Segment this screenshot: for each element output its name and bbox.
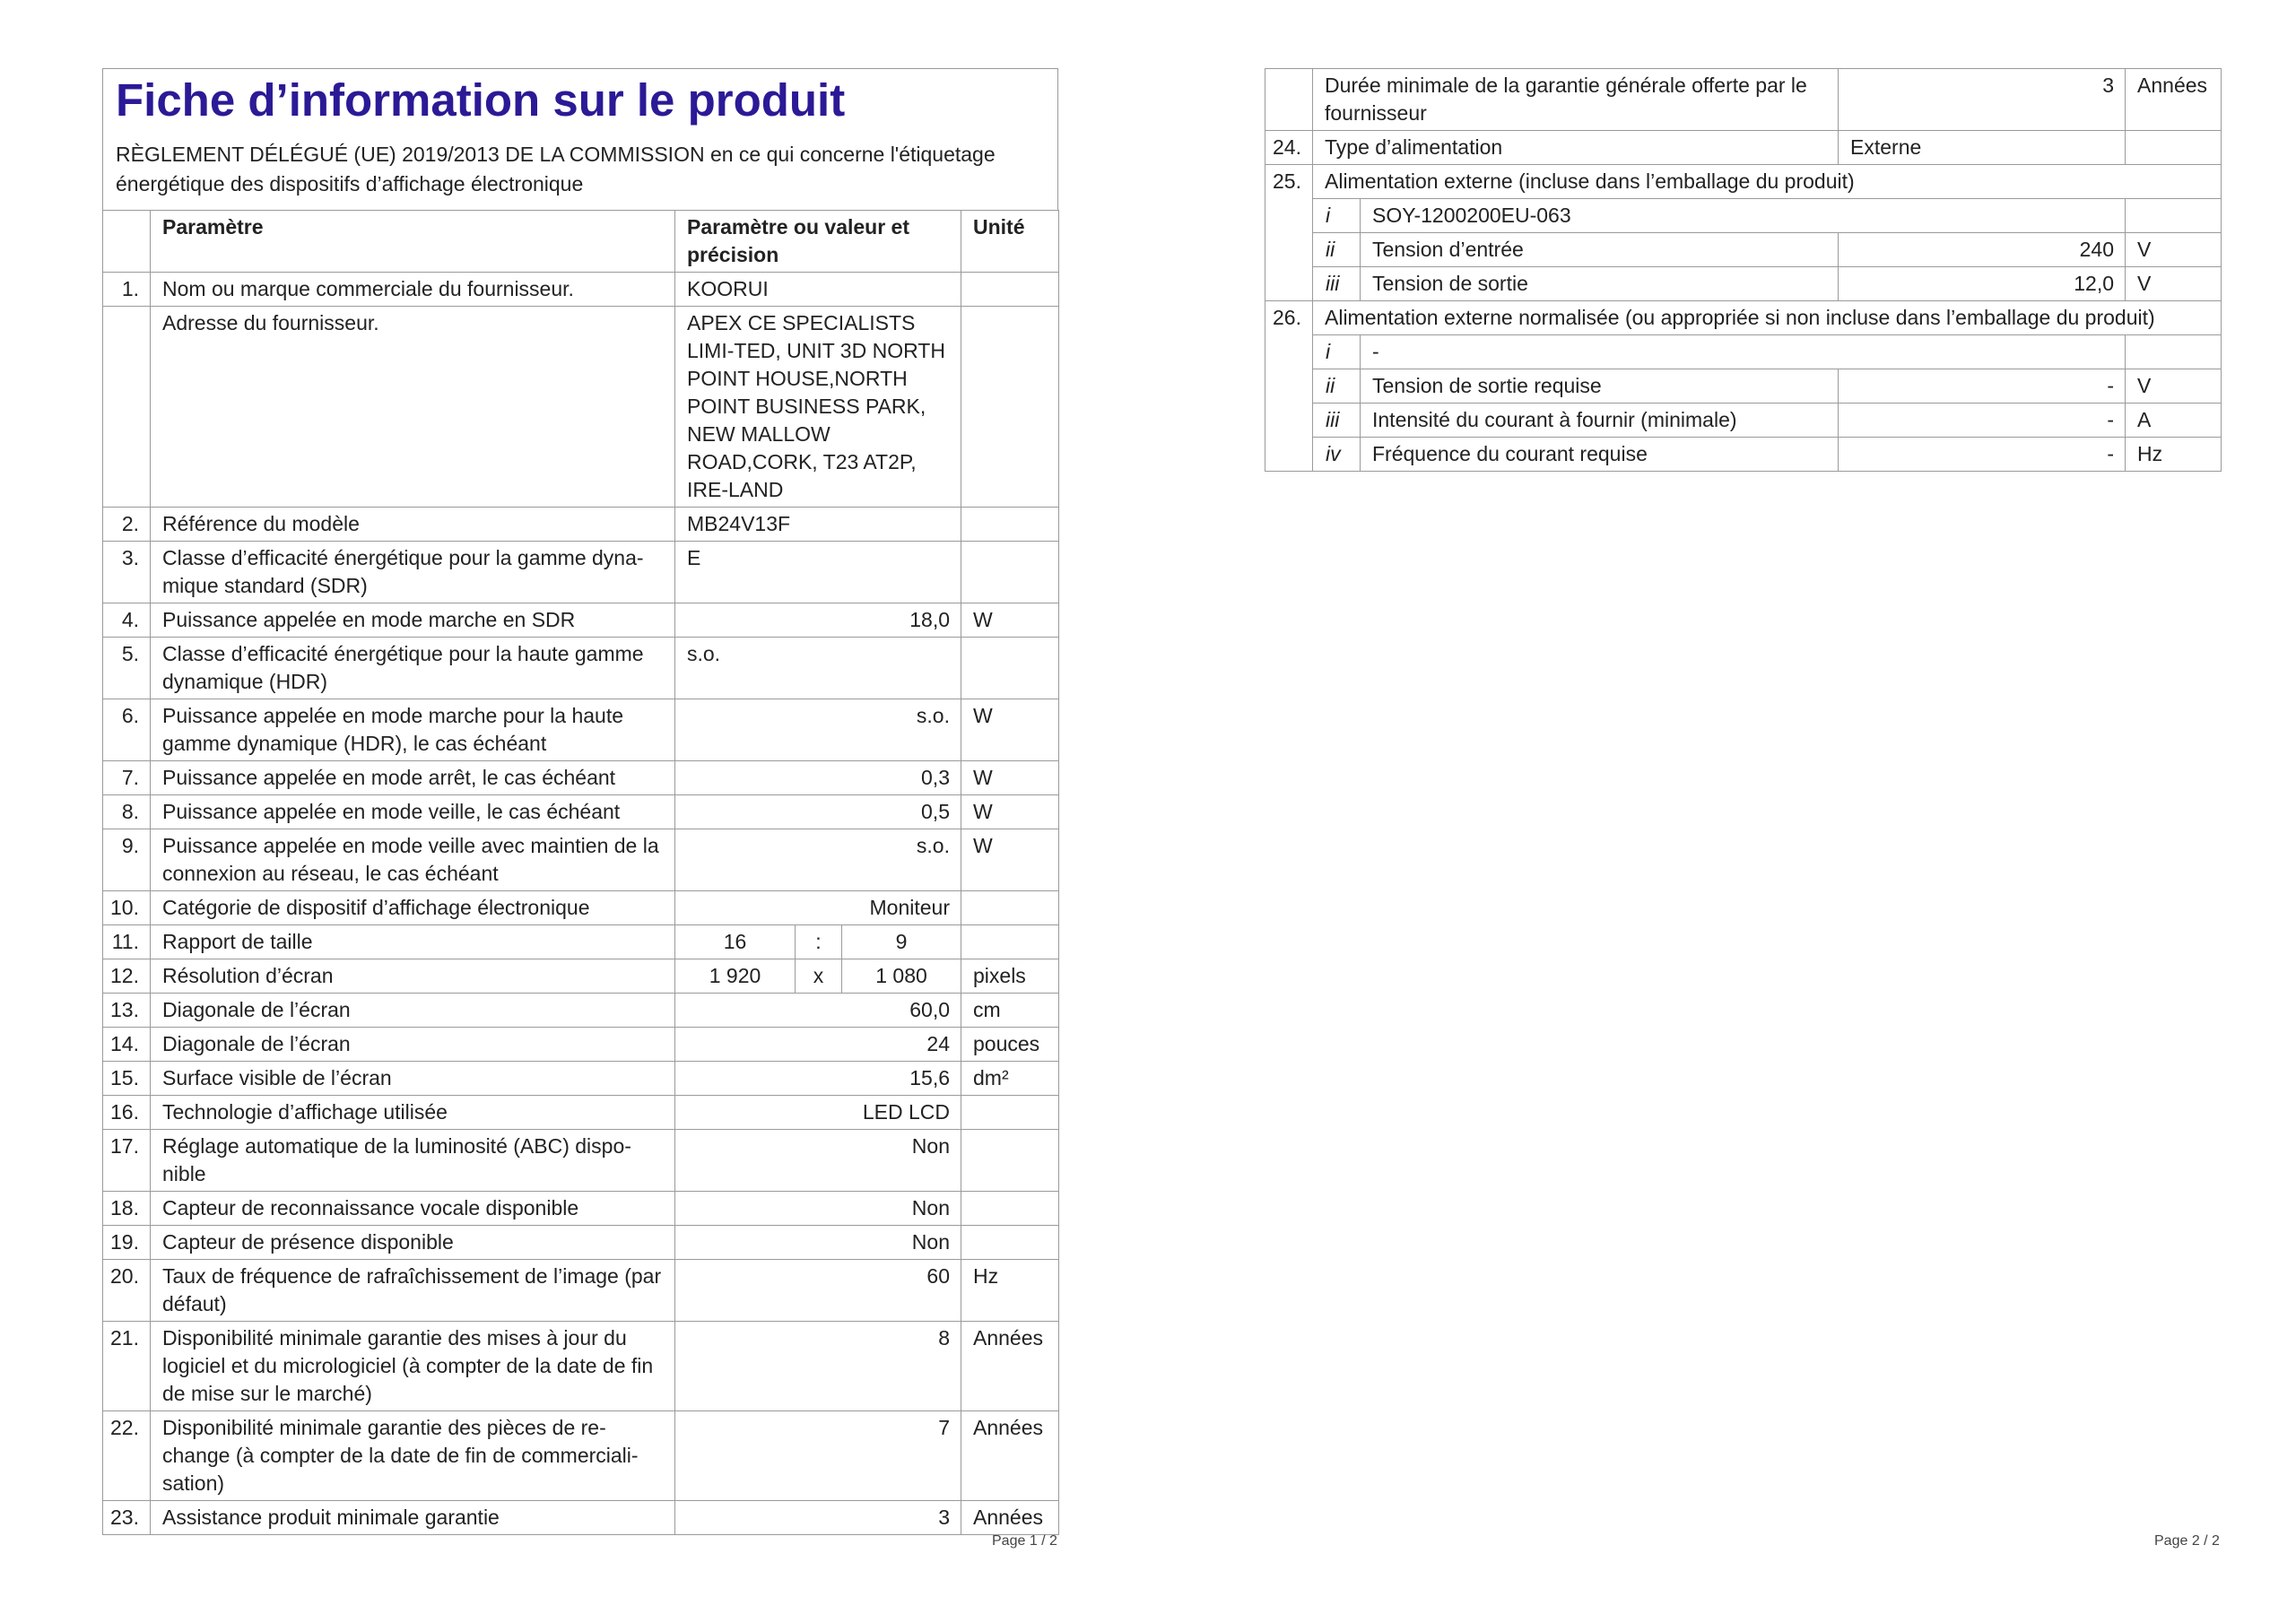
table-row <box>103 1321 1059 1410</box>
table-row <box>103 1410 1059 1500</box>
row-value: 8 <box>675 1321 961 1410</box>
section-label: Alimentation externe normalisée (ou appropriée si non incluse dans l’emballage du produit) <box>1313 301 2222 335</box>
row-value: 0,5 <box>675 794 961 829</box>
table-row <box>103 507 1059 541</box>
row-number: 22. <box>103 1410 151 1500</box>
row-unit <box>961 541 1059 603</box>
row-number: 21. <box>103 1321 151 1410</box>
row-unit: Années <box>2126 69 2222 131</box>
row-unit <box>961 924 1059 959</box>
table-row <box>1265 131 2222 165</box>
row-label: Technologie d’affichage utilisée <box>151 1095 675 1129</box>
table-subrow <box>1265 369 2222 404</box>
aspect-ratio-separator: : <box>796 924 842 959</box>
table-subrow <box>1265 404 2222 438</box>
row-value: 3 <box>1839 69 2126 131</box>
row-unit: V <box>2126 369 2222 404</box>
row-unit: V <box>2126 267 2222 301</box>
row-unit <box>961 1129 1059 1191</box>
row-label: Tension de sortie <box>1361 267 1839 301</box>
row-value: - <box>1839 369 2126 404</box>
row-value: 7 <box>675 1410 961 1500</box>
row-label: Tension d’entrée <box>1361 233 1839 267</box>
table-subrow <box>1265 233 2222 267</box>
table-row <box>103 1027 1059 1061</box>
table-row <box>103 272 1059 306</box>
row-number: 12. <box>103 959 151 993</box>
aspect-ratio-height: 9 <box>842 924 961 959</box>
subrow-index: i <box>1313 335 1361 369</box>
row-number: 17. <box>103 1129 151 1191</box>
row-value: 240 <box>1839 233 2126 267</box>
table-row <box>1265 69 2222 131</box>
row-label: Classe d’efficacité énergétique pour la gamme dyna-mique standard (SDR) <box>151 541 675 603</box>
row-number: 20. <box>103 1259 151 1321</box>
row-number: 15. <box>103 1061 151 1095</box>
subrow-index: iii <box>1313 404 1361 438</box>
row-label: Classe d’efficacité énergétique pour la haute gamme dynamique (HDR) <box>151 637 675 699</box>
row-number: 10. <box>103 890 151 924</box>
table-row <box>1265 301 2222 335</box>
row-unit <box>2126 199 2222 233</box>
row-unit <box>961 1225 1059 1259</box>
table-row <box>103 924 1059 959</box>
supplier-address: APEX CE SPECIALISTS LIMI-TED, UNIT 3D NORTH POINT HOUSE,NORTH POINT BUSINESS PARK, NEW MALLOW ROAD,CORK, T23 AT2P, IRE-LAND <box>675 306 961 507</box>
row-unit <box>961 507 1059 541</box>
table-header-row <box>103 210 1059 272</box>
row-value: MB24V13F <box>675 507 961 541</box>
row-label: Taux de fréquence de rafraîchissement de l’image (par défaut) <box>151 1259 675 1321</box>
row-label: Puissance appelée en mode marche pour la haute gamme dynamique (HDR), le cas échéant <box>151 699 675 760</box>
table-row <box>103 890 1059 924</box>
table-row <box>103 1500 1059 1534</box>
table-subrow <box>1265 199 2222 233</box>
row-value: 0,3 <box>675 760 961 794</box>
table-subrow <box>1265 267 2222 301</box>
row-value: 24 <box>675 1027 961 1061</box>
row-value: - <box>1839 404 2126 438</box>
row-unit: pouces <box>961 1027 1059 1061</box>
row-label: Diagonale de l’écran <box>151 993 675 1027</box>
row-label: Surface visible de l’écran <box>151 1061 675 1095</box>
row-number: 25. <box>1265 165 1313 301</box>
row-label: Durée minimale de la garantie générale offerte par le fournisseur <box>1313 69 1839 131</box>
row-unit: W <box>961 829 1059 890</box>
table-subrow <box>1265 335 2222 369</box>
table-row <box>103 1129 1059 1191</box>
table-row <box>103 699 1059 760</box>
table-subrow <box>1265 438 2222 472</box>
subrow-index: i <box>1313 199 1361 233</box>
row-value: s.o. <box>675 699 961 760</box>
row-value: 3 <box>675 1500 961 1534</box>
row-value: Non <box>675 1129 961 1191</box>
row-value: 18,0 <box>675 603 961 637</box>
row-unit: W <box>961 794 1059 829</box>
row-label: Intensité du courant à fournir (minimale) <box>1361 404 1839 438</box>
power-supply-model: SOY-1200200EU-063 <box>1361 199 2126 233</box>
column-header-value: Paramètre ou valeur et précision <box>675 210 961 272</box>
row-number: 5. <box>103 637 151 699</box>
table-row <box>103 637 1059 699</box>
row-unit: Années <box>961 1321 1059 1410</box>
row-label: Diagonale de l’écran <box>151 1027 675 1061</box>
regulation-subtitle: RÈGLEMENT DÉLÉGUÉ (UE) 2019/2013 DE LA COMMISSION en ce qui concerne l'étiquetage énergétique des dispositifs d’affichage électronique <box>116 143 996 195</box>
table-row <box>103 794 1059 829</box>
row-unit <box>2126 335 2222 369</box>
product-info-table <box>102 210 1059 1535</box>
product-info-table-continued <box>1265 68 2222 472</box>
row-value: E <box>675 541 961 603</box>
row-number: 26. <box>1265 301 1313 472</box>
row-unit: Années <box>961 1410 1059 1500</box>
row-unit <box>961 1095 1059 1129</box>
row-unit: W <box>961 603 1059 637</box>
row-number <box>103 306 151 507</box>
row-unit <box>961 637 1059 699</box>
page-number-2: Page 2 / 2 <box>2154 1533 2220 1549</box>
row-number: 7. <box>103 760 151 794</box>
row-unit: Années <box>961 1500 1059 1534</box>
row-label: Puissance appelée en mode marche en SDR <box>151 603 675 637</box>
column-header-unit: Unité <box>961 210 1059 272</box>
row-number: 2. <box>103 507 151 541</box>
row-label: Nom ou marque commerciale du fournisseur. <box>151 272 675 306</box>
row-label: Type d’alimentation <box>1313 131 1839 165</box>
subrow-index: ii <box>1313 233 1361 267</box>
row-value: s.o. <box>675 829 961 890</box>
row-label: - <box>1361 335 2126 369</box>
row-number: 23. <box>103 1500 151 1534</box>
row-number: 19. <box>103 1225 151 1259</box>
row-value: Externe <box>1839 131 2126 165</box>
row-value: s.o. <box>675 637 961 699</box>
row-unit <box>961 890 1059 924</box>
row-number: 4. <box>103 603 151 637</box>
row-label: Capteur de présence disponible <box>151 1225 675 1259</box>
document-header <box>102 68 1058 210</box>
row-unit <box>961 272 1059 306</box>
document-title: Fiche d’information sur le produit <box>116 74 846 126</box>
row-label: Rapport de taille <box>151 924 675 959</box>
row-unit: Hz <box>2126 438 2222 472</box>
row-unit: W <box>961 760 1059 794</box>
table-row <box>103 1095 1059 1129</box>
row-unit <box>2126 131 2222 165</box>
row-value: Non <box>675 1225 961 1259</box>
table-row <box>103 1191 1059 1225</box>
table-row <box>103 1225 1059 1259</box>
row-label: Disponibilité minimale garantie des pièces de re-change (à compter de la date de fin de commerciali-sation) <box>151 1410 675 1500</box>
row-label: Capteur de reconnaissance vocale disponible <box>151 1191 675 1225</box>
row-label: Réglage automatique de la luminosité (ABC) dispo-nible <box>151 1129 675 1191</box>
row-number: 14. <box>103 1027 151 1061</box>
row-number: 6. <box>103 699 151 760</box>
row-number: 18. <box>103 1191 151 1225</box>
table-row <box>103 1259 1059 1321</box>
row-number: 3. <box>103 541 151 603</box>
table-row <box>103 603 1059 637</box>
row-value: Moniteur <box>675 890 961 924</box>
row-unit: V <box>2126 233 2222 267</box>
row-value: 60 <box>675 1259 961 1321</box>
column-header-param: Paramètre <box>151 210 675 272</box>
row-value: 15,6 <box>675 1061 961 1095</box>
header-num-cell <box>103 210 151 272</box>
table-row <box>1265 165 2222 199</box>
row-label: Référence du modèle <box>151 507 675 541</box>
page-number-1: Page 1 / 2 <box>992 1533 1057 1549</box>
resolution-vertical: 1 080 <box>842 959 961 993</box>
row-number: 8. <box>103 794 151 829</box>
row-unit: cm <box>961 993 1059 1027</box>
row-label: Résolution d’écran <box>151 959 675 993</box>
row-label: Puissance appelée en mode arrêt, le cas échéant <box>151 760 675 794</box>
subrow-index: ii <box>1313 369 1361 404</box>
row-number: 16. <box>103 1095 151 1129</box>
row-value: LED LCD <box>675 1095 961 1129</box>
row-label: Fréquence du courant requise <box>1361 438 1839 472</box>
subrow-index: iv <box>1313 438 1361 472</box>
row-unit <box>961 306 1059 507</box>
row-value: - <box>1839 438 2126 472</box>
subrow-index: iii <box>1313 267 1361 301</box>
table-row <box>103 306 1059 507</box>
row-label: Puissance appelée en mode veille, le cas échéant <box>151 794 675 829</box>
row-label: Puissance appelée en mode veille avec maintien de la connexion au réseau, le cas échéant <box>151 829 675 890</box>
table-row <box>103 541 1059 603</box>
row-value: KOORUI <box>675 272 961 306</box>
table-row <box>103 993 1059 1027</box>
table-row <box>103 829 1059 890</box>
table-row <box>103 959 1059 993</box>
row-label: Disponibilité minimale garantie des mises à jour du logiciel et du micrologiciel (à compter de la date de fin de mise sur le marché) <box>151 1321 675 1410</box>
row-number <box>1265 69 1313 131</box>
section-label: Alimentation externe (incluse dans l’emballage du produit) <box>1313 165 2222 199</box>
row-label: Catégorie de dispositif d’affichage électronique <box>151 890 675 924</box>
row-number: 13. <box>103 993 151 1027</box>
resolution-separator: x <box>796 959 842 993</box>
row-number: 24. <box>1265 131 1313 165</box>
row-unit: pixels <box>961 959 1059 993</box>
row-number: 9. <box>103 829 151 890</box>
row-value: 12,0 <box>1839 267 2126 301</box>
resolution-horizontal: 1 920 <box>675 959 796 993</box>
row-unit: dm² <box>961 1061 1059 1095</box>
row-value: Non <box>675 1191 961 1225</box>
row-label: Adresse du fournisseur. <box>151 306 675 507</box>
row-unit: Hz <box>961 1259 1059 1321</box>
page-2 <box>1265 68 2221 472</box>
row-unit: A <box>2126 404 2222 438</box>
row-unit: W <box>961 699 1059 760</box>
row-unit <box>961 1191 1059 1225</box>
aspect-ratio-width: 16 <box>675 924 796 959</box>
row-number: 11. <box>103 924 151 959</box>
row-label: Tension de sortie requise <box>1361 369 1839 404</box>
table-row <box>103 1061 1059 1095</box>
row-number: 1. <box>103 272 151 306</box>
row-label: Assistance produit minimale garantie <box>151 1500 675 1534</box>
row-value: 60,0 <box>675 993 961 1027</box>
table-row <box>103 760 1059 794</box>
page-1 <box>102 68 1058 1535</box>
